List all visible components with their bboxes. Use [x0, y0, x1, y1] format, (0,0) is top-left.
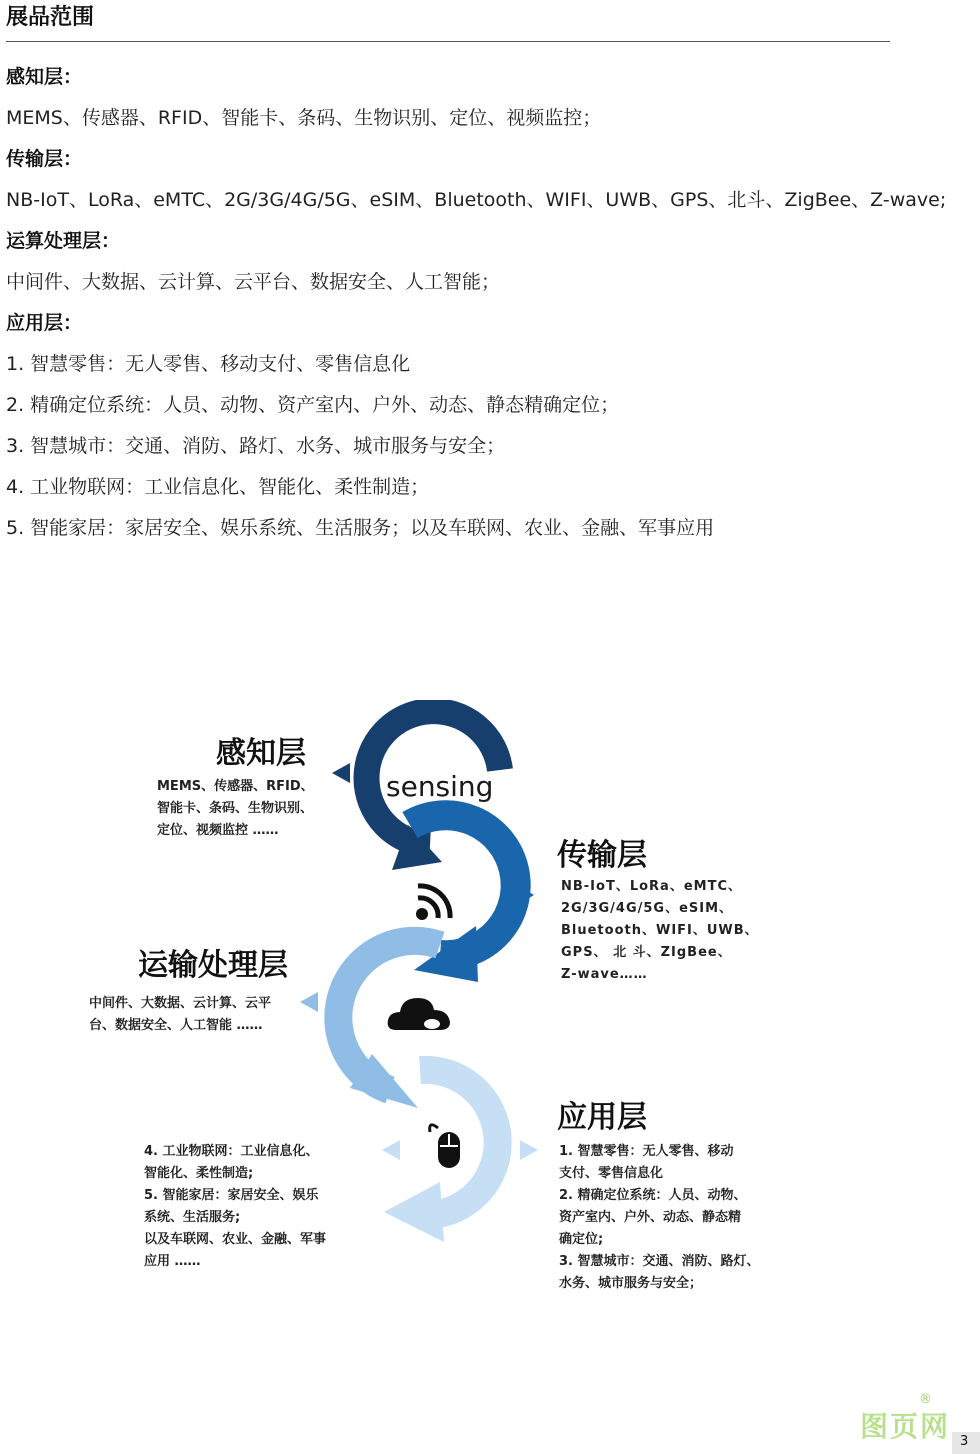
content-line: 3. 智慧城市：交通、消防、路灯、水务、城市服务与安全； — [6, 435, 506, 457]
page-number: 3 — [960, 1434, 969, 1449]
transport-layer-desc — [561, 876, 759, 986]
section-heading: 运算处理层： — [6, 230, 121, 252]
content-line: 中间件、大数据、云计算、云平台、数据安全、人工智能； — [6, 271, 501, 293]
desc-line: Z-wave…… — [561, 967, 648, 982]
section-heading: 传输层： — [6, 148, 83, 170]
application-arc-arrowhead — [384, 1182, 444, 1242]
section-heading: 应用层： — [6, 312, 83, 334]
desc-line: MEMS、传感器、RFID、 — [157, 779, 314, 794]
section-heading: 感知层： — [6, 66, 83, 88]
transport-layer-title: 传输层 — [557, 838, 647, 873]
content-line: 5. 智能家居：家居安全、娱乐系统、生活服务；以及车联网、农业、金融、军事应用 — [6, 517, 715, 539]
content-line: MEMS、传感器、RFID、智能卡、条码、生物识别、定位、视频监控； — [6, 107, 602, 129]
computing-layer-desc — [89, 993, 271, 1037]
desc-line: 水务、城市服务与安全； — [559, 1276, 703, 1291]
desc-line: 智能化、柔性制造; — [144, 1166, 254, 1181]
desc-line: 中间件、大数据、云计算、云平 — [89, 996, 272, 1011]
perception-layer-title: 感知层 — [216, 736, 306, 771]
desc-line: 1. 智慧零售：无人零售、移动 — [559, 1144, 734, 1159]
title-divider — [6, 41, 890, 42]
desc-line: NB-IoT、LoRa、eMTC、 — [561, 879, 742, 894]
application-layer-title: 应用层 — [557, 1100, 647, 1135]
desc-line: GPS、 北 斗、ZIgBee、 — [561, 945, 732, 960]
computing-pointer — [300, 992, 318, 1012]
content-line: 2. 精确定位系统：人员、动物、资产室内、户外、动态、静态精确定位； — [6, 394, 620, 416]
desc-line: 3. 智慧城市：交通、消防、路灯、 — [559, 1254, 760, 1269]
iot-layers-diagram — [0, 700, 980, 1320]
application-pointer-right — [520, 1140, 538, 1160]
cloud-icon — [386, 990, 452, 1038]
perception-pointer — [332, 763, 350, 783]
perception-layer-desc — [157, 776, 314, 842]
desc-line: 确定位; — [559, 1232, 604, 1247]
application-layer-desc-right — [559, 1141, 760, 1295]
desc-line: 台、数据安全、人工智能 …… — [89, 1018, 263, 1033]
desc-line: 智能卡、条码、生物识别、 — [157, 801, 314, 816]
computing-layer-title: 运输处理层 — [138, 948, 288, 983]
application-layer-desc-left — [144, 1141, 326, 1273]
content-line: 1. 智慧零售：无人零售、移动支付、零售信息化 — [6, 353, 411, 375]
page-title: 展品范围 — [6, 5, 95, 30]
wifi-icon — [412, 876, 460, 928]
desc-line: 支付、零售信息化 — [559, 1166, 664, 1181]
content-lines — [6, 60, 966, 552]
content-line: NB-IoT、LoRa、eMTC、2G/3G/4G/5G、eSIM、Bluetooth、WIFI、UWB、GPS、北斗、ZigBee、Z-wave; — [6, 189, 947, 211]
desc-line: 定位、视频监控 …… — [157, 823, 279, 838]
mouse-icon — [424, 1118, 464, 1176]
desc-line: 以及车联网、农业、金融、军事 — [144, 1232, 327, 1247]
sensing-label: sensing — [386, 770, 494, 803]
content-line: 4. 工业物联网：工业信息化、智能化、柔性制造； — [6, 476, 430, 498]
registered-mark: ® — [919, 1392, 932, 1407]
desc-line: 应用 …… — [144, 1254, 201, 1269]
desc-line: 5. 智能家居：家居安全、娱乐 — [144, 1188, 319, 1203]
application-pointer-left — [382, 1140, 400, 1160]
desc-line: Bluetooth、WIFI、UWB、 — [561, 923, 759, 938]
desc-line: 2. 精确定位系统：人员、动物、 — [559, 1188, 747, 1203]
desc-line: 4. 工业物联网：工业信息化、 — [144, 1144, 319, 1159]
desc-line: 2G/3G/4G/5G、eSIM、 — [561, 901, 734, 916]
watermark-logo: 图页网 — [860, 1410, 951, 1443]
desc-line: 系统、生活服务; — [144, 1210, 241, 1225]
desc-line: 资产室内、户外、动态、静态精 — [559, 1210, 742, 1225]
